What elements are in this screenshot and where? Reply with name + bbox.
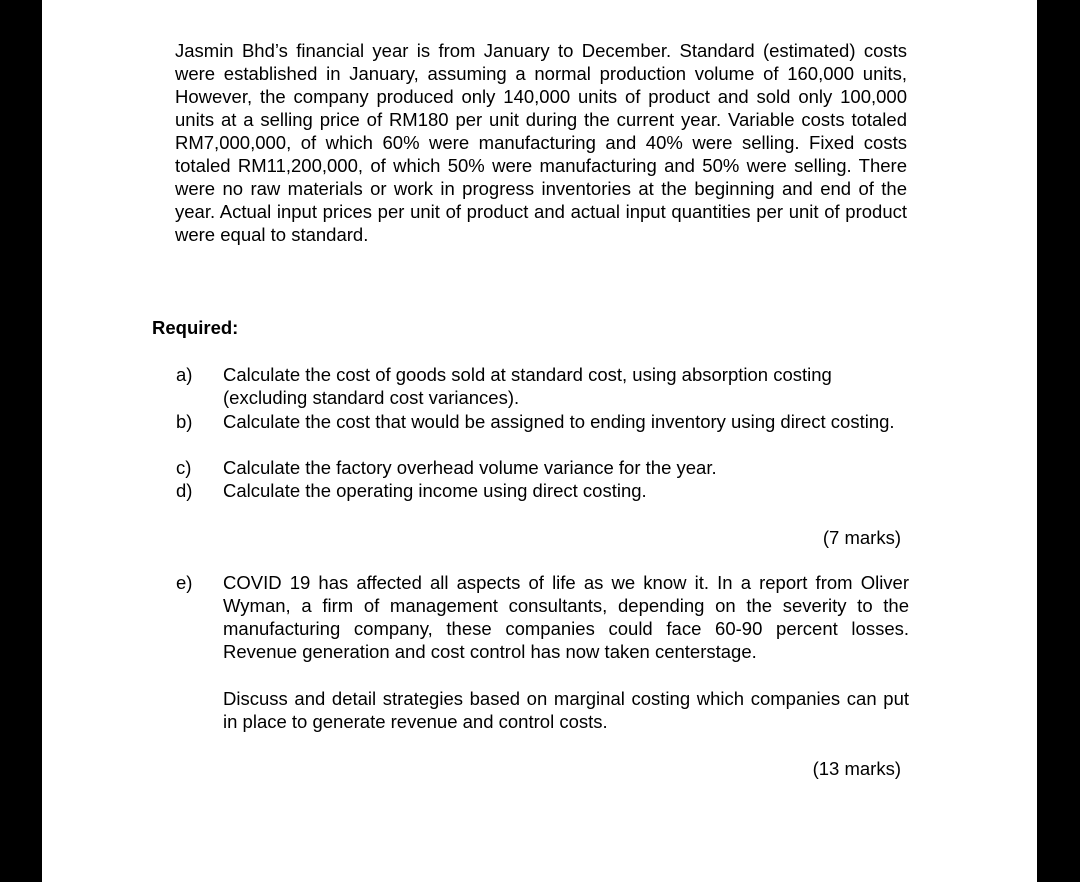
item-text: COVID 19 has affected all aspects of life as we know it. In a report from Oliver Wyman, a firm of management consultants, depending on the severity to the manufacturing company, these companies could face 60-90 percent losses. Revenue generation and cost control has now taken centerstage. — [223, 572, 909, 662]
item-letter: e) — [176, 572, 193, 593]
item-letter: d) — [176, 480, 193, 501]
item-letter: a) — [176, 364, 193, 385]
item-text: Calculate the operating income using direct costing. — [223, 480, 647, 501]
item-text: Calculate the cost of goods sold at standard cost, using absorption costing (excluding standard cost variances). — [223, 364, 832, 408]
item-text: Calculate the factory overhead volume variance for the year. — [223, 457, 717, 478]
item-letter: b) — [176, 411, 193, 432]
required-heading: Required: — [152, 317, 239, 338]
marks-label: (13 marks) — [812, 758, 901, 779]
marks-label: (7 marks) — [822, 527, 901, 548]
item-text: Calculate the cost that would be assigned to ending inventory using direct costing. — [223, 411, 895, 432]
item-discussion-text: Discuss and detail strategies based on marginal costing which companies can put in place to generate revenue and control costs. — [223, 688, 909, 732]
question-paragraph: Jasmin Bhd’s financial year is from January to December. Standard (estimated) costs were established in January, assuming a normal production volume of 160,000 units, However, the company produced only 140,000 units of product and sold only 100,000 units at a selling price of RM180 per unit during the current year. Variable costs totaled RM7,000,000, of which 60% were manufacturing and 40% were selling. Fixed costs totaled RM11,200,000, of which 50% were manufacturing and 50% were selling. There were no raw materials or work in progress inventories at the beginning and end of the year. Actual input prices per unit of product and actual input quantities per unit of product were equal to standard. — [175, 40, 907, 245]
document-page — [42, 0, 1037, 882]
item-letter: c) — [176, 457, 192, 478]
